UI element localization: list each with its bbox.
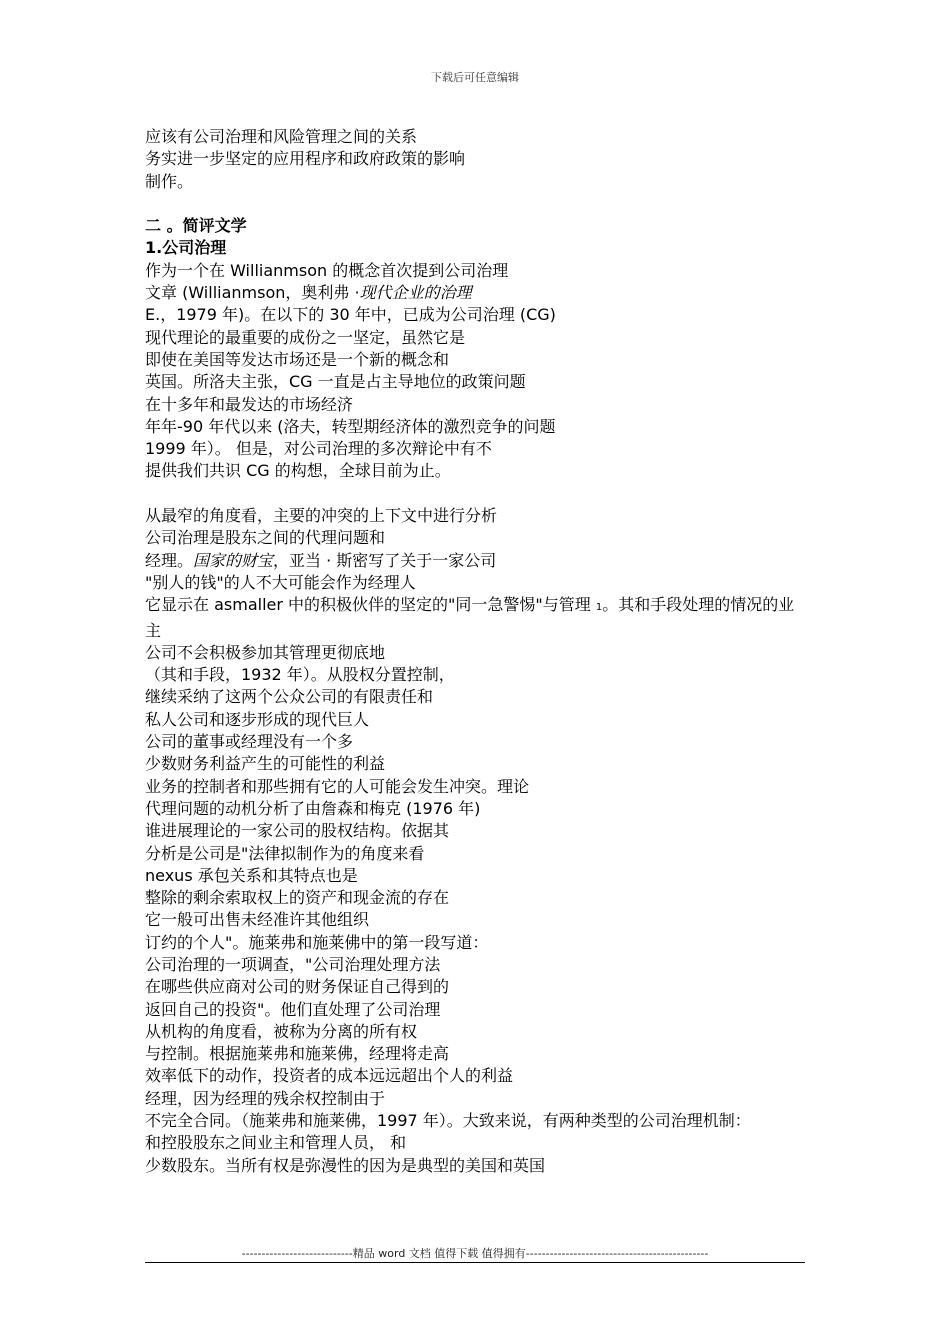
text-segment: 文章 (Willianmson，奥利弗 · — [145, 283, 360, 303]
text-line: 经理，因为经理的残余权控制由于 — [145, 1088, 386, 1108]
footer-divider — [145, 1262, 805, 1263]
text-segment: ，亚当 · 斯密写了关于一家公司 — [273, 550, 497, 570]
page-footer: ----------------------------精品 word 文档 值得下载 值得拥有---------------------------------------------- — [241, 1247, 709, 1260]
text-line: 返回自己的投资"。他们直处理了公司治理 — [145, 999, 441, 1019]
text-line: 提供我们共识 CG 的构想，全球目前为止。 — [145, 461, 451, 481]
subheading: 1.公司治理 — [145, 238, 227, 258]
text-line: 代理问题的动机分析了由詹森和梅克 (1976 年) — [145, 798, 481, 818]
text-line: 制作。 — [145, 171, 194, 191]
italic-title: 国家的财宝 — [193, 550, 274, 570]
text-line: 私人公司和逐步形成的现代巨人 — [145, 709, 370, 729]
text-line: 公司的董事或经理没有一个多 — [145, 732, 354, 752]
text-line: 应该有公司治理和风险管理之间的关系 — [145, 127, 418, 146]
text-line: 谁进展理论的一家公司的股权结构。依据其 — [145, 821, 450, 841]
text-line: 即使在美国等发达市场还是一个新的概念和 — [145, 349, 450, 369]
blank-line — [145, 483, 810, 505]
text-line: 从最窄的角度看，主要的冲突的上下文中进行分析 — [145, 506, 498, 526]
text-line — [145, 282, 810, 304]
text-line: "别人的钱"的人不大可能会作为经理人 — [145, 572, 416, 592]
text-line: 不完全合同。（施莱弗和施莱佛，1997 年）。大致来说，有两种类型的公司治理机制： — [145, 1111, 751, 1131]
text-line: 英国。所洛夫主张，CG 一直是占主导地位的政策问题 — [145, 372, 526, 392]
text-line: 务实进一步坚定的应用程序和政府政策的影响 — [145, 149, 466, 169]
italic-title: 现代企业的治理 — [359, 283, 472, 303]
text-line: 公司不会积极参加其管理更彻底地 — [145, 642, 386, 662]
document-body — [145, 126, 810, 1177]
text-segment: 经理。 — [145, 550, 194, 570]
page-header: 下载后可任意编辑 — [431, 71, 519, 84]
text-line: 从机构的角度看，被称为分离的所有权 — [145, 1021, 418, 1041]
text-line: 少数财务利益产生的可能性的利益 — [145, 754, 386, 774]
text-line: 继续采纳了这两个公众公司的有限责任和 — [145, 687, 434, 707]
text-line: 订约的个人"。施莱弗和施莱佛中的第一段写道： — [145, 932, 489, 952]
text-line: 公司治理是股东之间的代理问题和 — [145, 528, 386, 548]
text-segment: 它显示在 asmaller 中的积极伙伴的坚定的"同一急警惕"与管理 — [145, 595, 596, 615]
text-line: 1999 年）。 但是，对公司治理的多次辩论中有不 — [145, 439, 492, 459]
text-line: 与控制。根据施莱弗和施莱佛，经理将走高 — [145, 1044, 450, 1064]
text-line: 业务的控制者和那些拥有它的人可能会发生冲突。理论 — [145, 776, 530, 796]
text-line: 和控股股东之间业主和管理人员， 和 — [145, 1133, 407, 1153]
section-heading: 二 。简评文学 — [145, 216, 247, 236]
text-segment: 。其和手段处理的情况的业主 — [145, 595, 795, 640]
blank-line — [145, 193, 810, 215]
text-line: 效率低下的动作，投资者的成本远远超出个人的利益 — [145, 1066, 514, 1086]
text-line: 在哪些供应商对公司的财务保证自己得到的 — [145, 977, 450, 997]
text-line: 年年-90 年代以来 (洛夫，转型期经济体的激烈竞争的问题 — [145, 416, 556, 436]
text-line: E.，1979 年)。在以下的 30 年中，已成为公司治理 (CG) — [145, 305, 556, 325]
text-line: 在十多年和最发达的市场经济 — [145, 394, 354, 414]
text-line: nexus 承包关系和其特点也是 — [145, 865, 358, 885]
text-line: 少数股东。当所有权是弥漫性的因为是典型的美国和英国 — [145, 1155, 546, 1175]
text-line: 它一般可出售未经准许其他组织 — [145, 910, 370, 930]
text-line: 整除的剩余索取权上的资产和现金流的存在 — [145, 888, 450, 908]
text-line: 公司治理的一项调查，"公司治理处理方法 — [145, 954, 441, 974]
text-line — [145, 594, 810, 642]
text-line: （其和手段，1932 年）。从股权分置控制， — [145, 665, 455, 685]
text-line: 分析是公司是"法律拟制作为的角度来看 — [145, 843, 425, 863]
text-line — [145, 550, 810, 572]
text-line: 现代理论的最重要的成份之一坚定，虽然它是 — [145, 327, 466, 347]
text-line: 作为一个在 Willianmson 的概念首次提到公司治理 — [145, 260, 509, 280]
footnote-marker: 1 — [595, 602, 603, 614]
